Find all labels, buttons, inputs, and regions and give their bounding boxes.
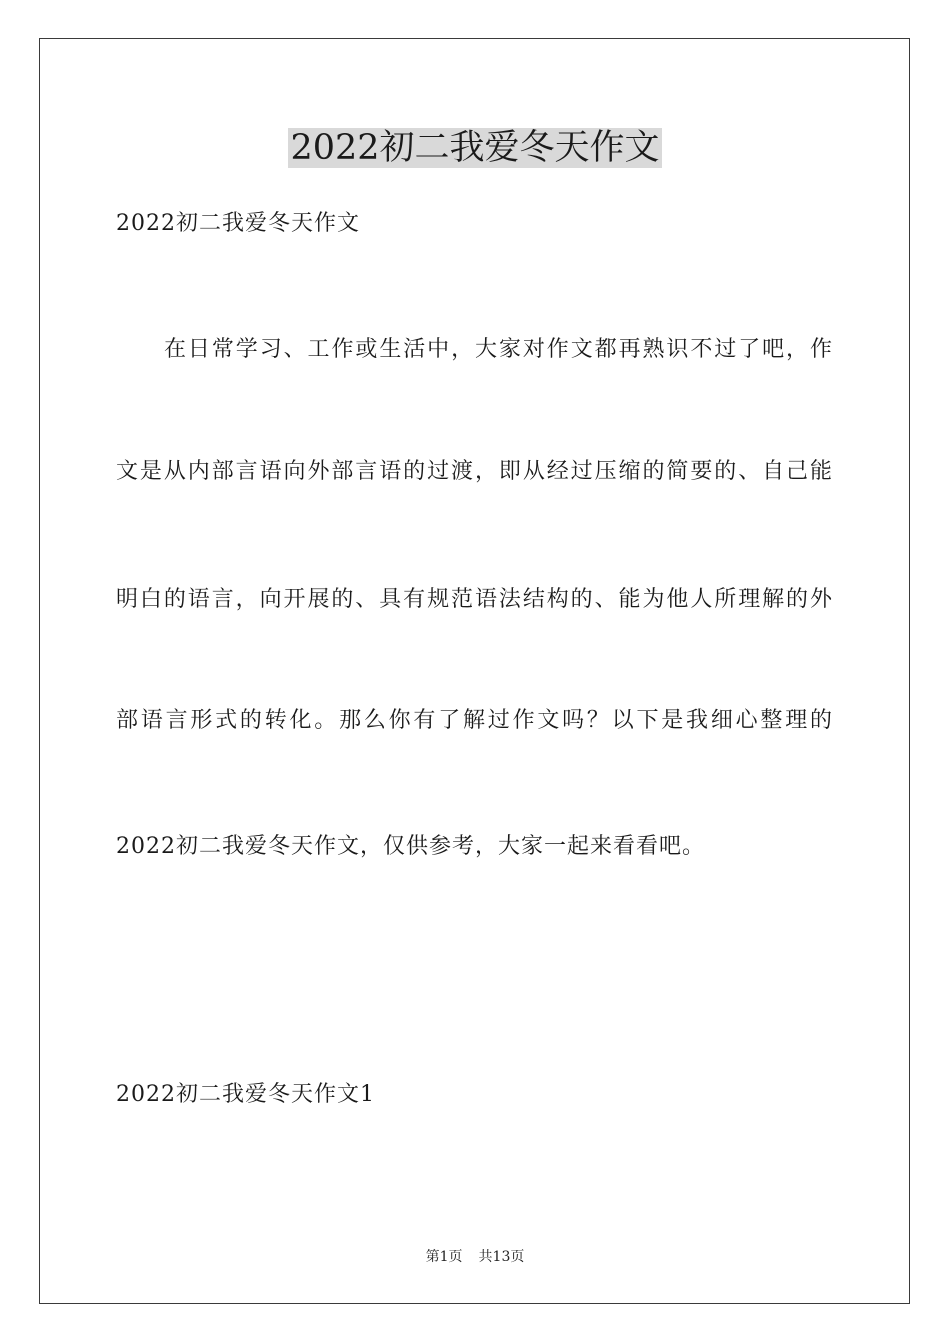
section-heading: 2022初二我爱冬天作文1 [116,1082,375,1107]
intro-line-2: 文是从内部言语向外部言语的过渡，即从经过压缩的简要的、自己能 [116,459,832,484]
intro-line-1: 在日常学习、工作或生活中，大家对作文都再熟识不过了吧，作 [164,337,832,362]
page-total: 共13页 [478,1249,525,1265]
document-subtitle: 2022初二我爱冬天作文 [116,211,360,236]
document-title [0,126,950,170]
intro-line-4: 部语言形式的转化。那么你有了解过作文吗？以下是我细心整理的 [116,708,832,733]
intro-line-3: 明白的语言，向开展的、具有规范语法结构的、能为他人所理解的外 [116,587,832,612]
page-number: 第1页 [425,1249,463,1265]
intro-line-5: 2022初二我爱冬天作文，仅供参考，大家一起来看看吧。 [116,834,705,859]
document-title-text: 2022初二我爱冬天作文 [290,128,660,168]
page-footer [0,1248,950,1266]
